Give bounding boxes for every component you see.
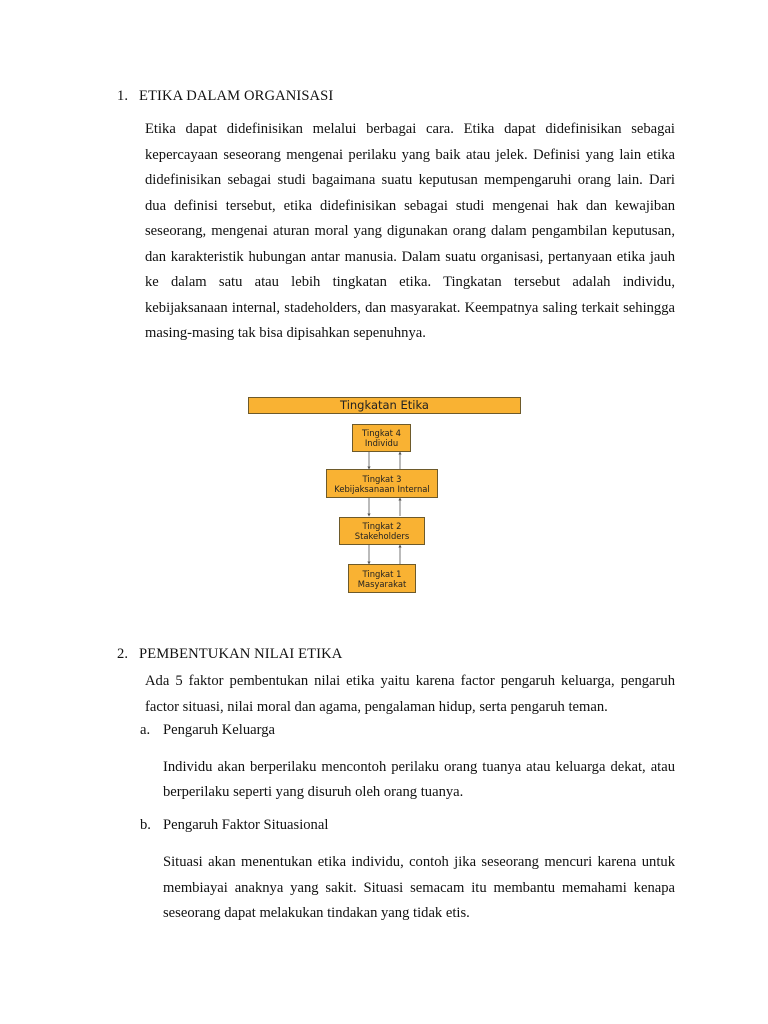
diagram-title: Tingkatan Etika (248, 397, 521, 414)
level-1-label: Tingkat 1 (362, 568, 402, 579)
subsection-b-letter: b. (140, 817, 151, 833)
level-4-name: Individu (364, 438, 399, 448)
subsection-b-heading (140, 817, 328, 834)
section-2-heading (117, 646, 342, 663)
level-3-name: Kebijaksanaan Internal (334, 483, 430, 494)
section-1-paragraph: Etika dapat didefinisikan melalui berbagai cara. Etika dapat didefinisikan sebagai kepercayaan seseorang mengenai perilaku yang baik atau jelek. Definisi yang lain etika didefinisikan sebagai studi bagaimana suatu keputusan mempengaruhi orang lain. Dari dua definisi tersebut, etika didefinisikan sebagai studi mengenai hak dan kewajiban seseorang, mengenai aturan moral yang digunakan orang dalam pengambilan keputusan, dan karakteristik hubungan antar manusia. Dalam suatu organisasi, pertanyaan etika jauh ke dalam satu atau lebih tingkatan etika. Tingkatan tersebut adalah individu, kebijaksanaan internal, stadeholders, dan masyarakat. Keempatnya saling terkait sehingga masing-masing tak bisa dipisahkan sepenuhnya. (145, 121, 675, 341)
level-2-label: Tingkat 2 (362, 521, 402, 531)
level-3-label: Tingkat 3 (362, 473, 402, 484)
section-2-title: PEMBENTUKAN NILAI ETIKA (139, 646, 343, 662)
subsection-a-heading (140, 722, 275, 739)
subsection-b-text: Situasi akan menentukan etika individu, contoh jika seseorang mencuri karena untuk membiayai anaknya yang sakit. Situasi semacam itu membantu memahami kenapa seseorang dapat melakukan tindakan yang tidak etis. (163, 854, 675, 921)
section-2-intro: Ada 5 faktor pembentukan nilai etika yaitu karena factor pengaruh keluarga, pengaruh factor situasi, nilai moral dan agama, pengalaman hidup, serta pengaruh teman. (145, 673, 675, 715)
section-1-heading (117, 88, 333, 105)
level-1-name: Masyarakat (357, 578, 407, 589)
subsection-b-title: Pengaruh Faktor Situasional (163, 817, 329, 833)
level-4-label: Tingkat 4 (362, 428, 401, 438)
section-2-number: 2. (117, 646, 129, 662)
subsection-a-text: Individu akan berperilaku mencontoh perilaku orang tuanya atau keluarga dekat, atau berperilaku seperti yang disuruh oleh orang tuanya. (163, 759, 675, 800)
level-1-box (348, 564, 416, 593)
level-3-box (326, 469, 438, 498)
section-1-title: ETIKA DALAM ORGANISASI (139, 88, 334, 104)
level-4-box (352, 424, 411, 452)
level-2-name: Stakeholders (354, 531, 410, 541)
level-2-box (339, 517, 425, 545)
subsection-a-title: Pengaruh Keluarga (163, 722, 275, 738)
section-1-number: 1. (117, 88, 129, 104)
subsection-a-letter: a. (140, 722, 151, 738)
